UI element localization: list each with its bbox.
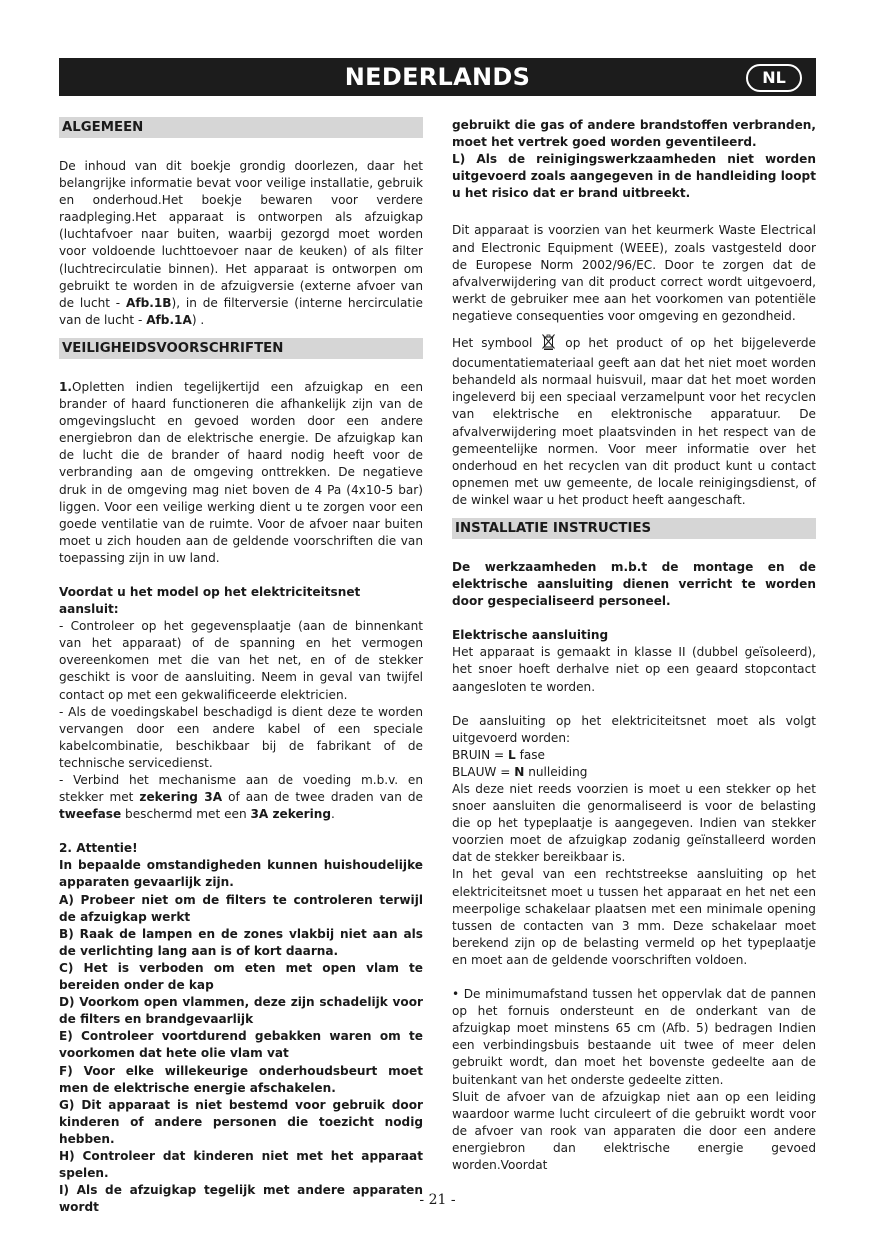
installation-notice: De werkzaamheden m.b.t de montage en de elektrische aansluiting dienen verricht te worden door gespecialiseerd personeel. [452,559,816,609]
minimum-distance-paragraph: • De minimumafstand tussen het oppervlak dat de pannen op het fornuis ondersteunt en de onderkant van de afzuigkap moet minstens 65 cm (Afb. 5) bedragen Indien een verbindingsbuis bestaande uit twee of meer delen gebruikt wordt, dan moet het bovenste gedeelte aan de buitenkant van het onderste gedeelte zitten. [452,987,816,1087]
right-column [452,117,816,1174]
page-number: - 21 - [419,1192,456,1208]
electrical-connection-heading: Elektrische aansluiting [452,628,609,643]
attention-item-i-continued: gebruikt die gas of andere brandstoffen verbranden, moet het vertrek goed worden geventileerd. [452,118,816,150]
weee-paragraph-2: Het symbool op het product of op het bijgeleverde documentatiemateriaal geeft aan dat het niet moet worden behandeld als normaal huisvuil, maar dat het moet worden ingeleverd bij een speciaal verzamelpunt voor het recyclen van elektrische en elektronische apparatuur. De afvalverwijdering moet plaatsvinden in het respect van de gemeentelijke normen. Voor meer informatie over het onderhoud en het recyclen van dit product kunt u contact opnemen met uw gemeente, de locale reinigingsdienst, of de winkel waar u het product heeft aangeschaft. [452,336,816,507]
attention-item-l: L) Als de reinigingswerkzaamheden niet worden uitgevoerd zoals aangegeven in de handleiding loopt u het risico dat er brand uitbreekt. [452,152,816,201]
attention-item-e: E) Controleer voortdurend gebakken waren om te voorkomen dat hete olie vlam vat [59,1029,423,1061]
attention-item-a: A) Probeer niet om de filters te controleren terwijl de afzuigkap werkt [59,892,423,924]
attention-intro: In bepaalde omstandigheden kunnen huishoudelijke apparaten gevaarlijk zijn. [59,858,423,890]
weee-paragraph-1: Dit apparaat is voorzien van het keurmerk Waste Electrical and Electronic Equipment (WEEE), zoals vastgesteld door de Europese Norm 2002/96/EC. Door te zorgen dat de afvalverwijdering van dit product correct wordt uitgevoerd, werkt de gebruiker mee aan het voorkomen van potentiële negatieve consequenties voor omgeving en gezondheid. [452,223,816,323]
section-heading-algemeen: ALGEMEEN [59,117,423,138]
electrical-paragraph-4: In het geval van een rechtstreekse aansluiting op het elektriciteitsnet moet u tussen het apparaat en het net een meerpolige schakelaar plaatsen met een minimale opening tussen de contacten van 3 mm. Deze schakelaar moet berekend zijn op de belasting vermeld op het typeplaatje en moet aan de geldende voorschriften voldoen. [452,867,816,967]
language-code-badge: NL [746,64,802,92]
exhaust-paragraph: Sluit de afvoer van de afzuigkap niet aan op een leiding waardoor warme lucht circuleert of die gebruikt wordt voor de afvoer van rook van apparaten die door een andere energiebron dan elektrische energie gevoed worden.Voordat [452,1089,816,1172]
safety-item-1: 1.Opletten indien tegelijkertijd een afzuigkap en een brander of haard functioneren die afhankelijk zijn van de omgevingslucht en gevoed worden door een andere energiebron dan de elektrische energie. De afzuigkap kan de lucht die de brander of haard nodig heeft voor de verbranding aan de omgeving onttrekken. De negatieve druk in de omgeving mag niet boven de 4 Pa (4x10-5 bar) liggen. Voor een veilige werking dient u te zorgen voor een goede ventilatie van de ruimte. Voor de afvoer naar buiten moet u zich houden aan de geldende voorschriften die van toepassing zijn in uw land. [59,379,423,565]
attention-item-c: C) Het is verboden om eten met open vlam te bereiden onder de kap [59,960,423,993]
net-connection-paragraph-2: - Als de voedingskabel beschadigd is dient deze te worden vervangen door een andere kabel of een speciale kabelcombinatie, beschikbaar bij de fabrikant of de technische servicedienst. [59,704,423,770]
left-column [59,117,423,1216]
section-heading-installatie: INSTALLATIE INSTRUCTIES [452,518,816,539]
attention-title: 2. Attentie! [59,841,138,856]
attention-item-d: D) Voorkom open vlammen, deze zijn schadelijk voor de filters en brandgevaarlijk [59,995,423,1027]
wire-blue: BLAUW = N nulleiding [452,764,588,779]
attention-item-h: H) Controleer dat kinderen niet met het apparaat spelen. [59,1148,423,1181]
crossed-bin-icon [542,334,555,355]
electrical-paragraph-2: De aansluiting op het elektriciteitsnet moet als volgt uitgevoerd worden: [452,713,816,745]
language-title: NEDERLANDS [344,63,531,91]
electrical-paragraph-1: Het apparaat is gemaakt in klasse II (dubbel geïsoleerd), het snoer hoeft derhalve niet op een geaard stopcontact aangesloten te worden. [452,645,816,694]
figure-ref-1a: Afb.1A [146,312,192,327]
section-heading-veiligheid: VEILIGHEIDSVOORSCHRIFTEN [59,338,423,359]
attention-item-b: B) Raak de lampen en de zones vlakbij niet aan als de verlichting lang aan is of kort daarna. [59,926,423,958]
attention-item-i: I) Als de afzuigkap tegelijk met andere apparaten wordt [59,1183,423,1215]
wire-brown: BRUIN = L fase [452,747,545,762]
algemeen-paragraph: De inhoud van dit boekje grondig doorlezen, daar het belangrijke informatie bevat voor veilige installatie, gebruik en onderhoud.Het boekje bewaren voor verdere raadpleging.Het apparaat is ontworpen als afzuigkap (luchtafvoer naar buiten, waarbij gezorgd moet worden voor voldoende luchttoevoer naar de keuken) of als filter (luchtrecirculatie binnen). Het apparaat is ontworpen om gebruikt te worden in de afzuigversie (externe afvoer van de lucht - Afb.1B), in de filterversie (interne hercirculatie van de lucht - Afb.1A) . [59,159,423,327]
figure-ref-1b: Afb.1B [125,295,172,310]
language-banner [59,58,816,96]
electrical-paragraph-3: Als deze niet reeds voorzien is moet u een stekker op het snoer aansluiten die genormaliseerd is voor de belasting die op het typeplaatje is aangegeven. Indien van stekker voorzien moet de afzuigkap zodanig geïnstalleerd worden dat de stekker bereikbaar is. [452,782,816,865]
attention-item-g: G) Dit apparaat is niet bestemd voor gebruik door kinderen of andere personen die toezicht nodig hebben. [59,1097,423,1146]
net-connection-paragraph-1: - Controleer op het gegevensplaatje (aan de binnenkant van het apparaat) of de spanning en het vermogen overeenkomen met die van het net, en of de stekker geschikt is voor de aansluiting. Neem in geval van twijfel contact op met een gekwalificeerde elektricien. [59,619,423,702]
net-connection-heading: Voordat u het model op het elektriciteitsnet aansluit: [59,584,361,617]
net-connection-paragraph-3: - Verbind het mechanisme aan de voeding m.b.v. en stekker met zekering 3A of aan de twee draden van de tweefase beschermd met een 3A zekering. [59,773,423,822]
attention-item-f: F) Voor elke willekeurige onderhoudsbeurt moet men de elektrische energie afschakelen. [59,1063,423,1095]
